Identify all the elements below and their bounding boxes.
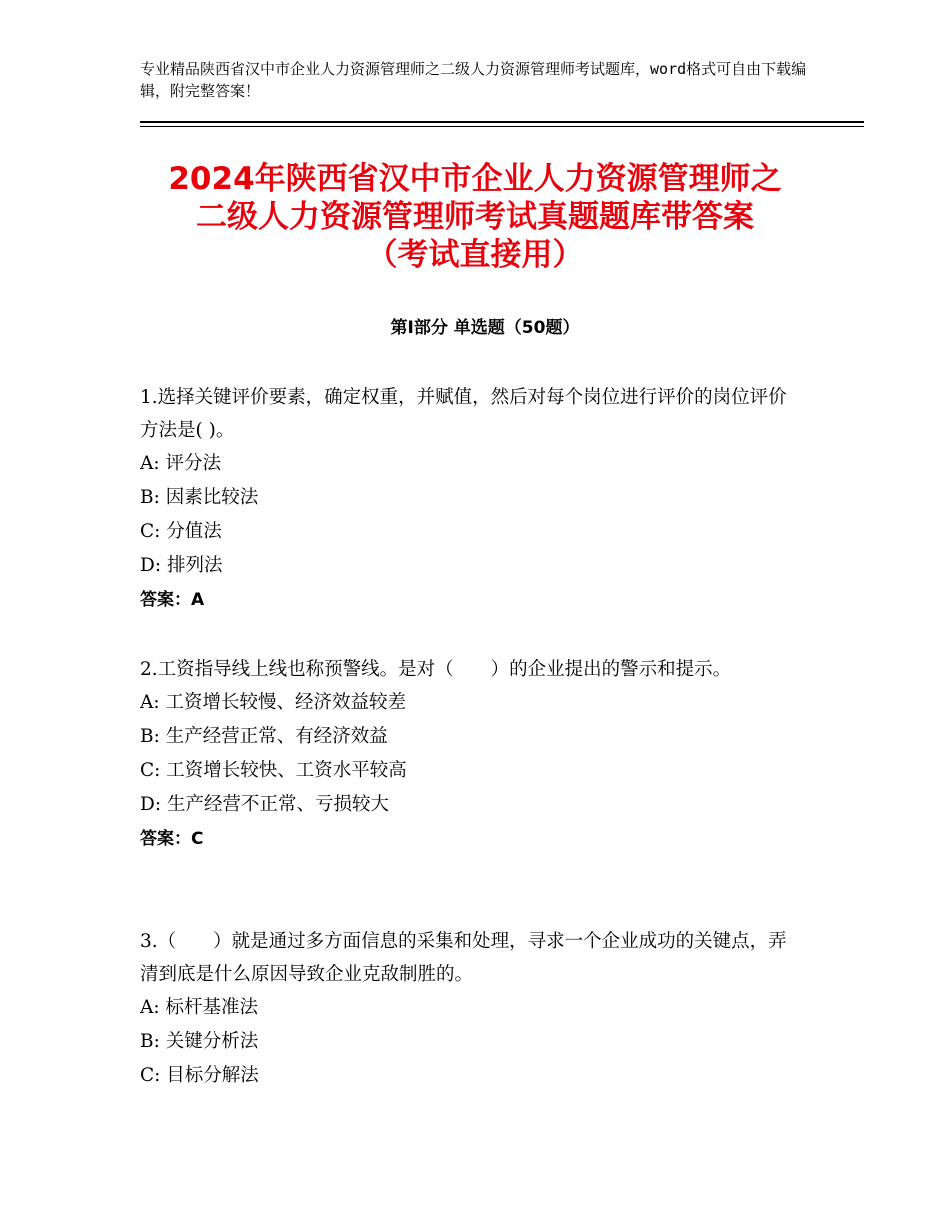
option-b: B: 生产经营正常、有经济效益 bbox=[140, 726, 388, 747]
question-1 bbox=[140, 381, 800, 617]
option-c: C: 工资增长较快、工资水平较高 bbox=[140, 760, 407, 781]
question-3 bbox=[140, 925, 800, 1093]
answer: 答案：A bbox=[140, 590, 205, 610]
document-title bbox=[120, 160, 830, 274]
option-c: C: 分值法 bbox=[140, 521, 222, 542]
title-line-1: 2024年陕西省汉中市企业人力资源管理师之 bbox=[168, 161, 782, 197]
question-stem: 2.工资指导线上线也称预警线。是对（ ）的企业提出的警示和提示。 bbox=[140, 659, 732, 680]
option-d: D: 生产经营不正常、亏损较大 bbox=[140, 794, 389, 815]
answer: 答案：C bbox=[140, 829, 204, 849]
option-a: A: 评分法 bbox=[140, 453, 221, 474]
header-rule-thin bbox=[140, 126, 864, 127]
title-line-2: 二级人力资源管理师考试真题题库带答案 bbox=[196, 199, 754, 235]
question-2 bbox=[140, 653, 800, 856]
section-title: 第Ⅰ部分 单选题（50题） bbox=[390, 318, 580, 338]
question-stem: 3.（ ）就是通过多方面信息的采集和处理，寻求一个企业成功的关键点，弄清到底是什么原因导致企业克敌制胜的。 bbox=[140, 931, 787, 985]
option-b: B: 因素比较法 bbox=[140, 487, 259, 508]
option-d: D: 排列法 bbox=[140, 555, 223, 576]
title-line-3: （考试直接用） bbox=[366, 237, 584, 273]
option-a: A: 标杆基准法 bbox=[140, 997, 258, 1018]
header-note: 专业精品陕西省汉中市企业人力资源管理师之二级人力资源管理师考试题库，word格式可自由下载编辑，附完整答案！ bbox=[140, 60, 807, 100]
option-c: C: 目标分解法 bbox=[140, 1065, 259, 1086]
option-a: A: 工资增长较慢、经济效益较差 bbox=[140, 692, 406, 713]
question-stem: 1.选择关键评价要素，确定权重，并赋值，然后对每个岗位进行评价的岗位评价方法是( )。 bbox=[140, 387, 787, 441]
header-rule-thick bbox=[140, 121, 864, 123]
option-b: B: 关键分析法 bbox=[140, 1031, 259, 1052]
